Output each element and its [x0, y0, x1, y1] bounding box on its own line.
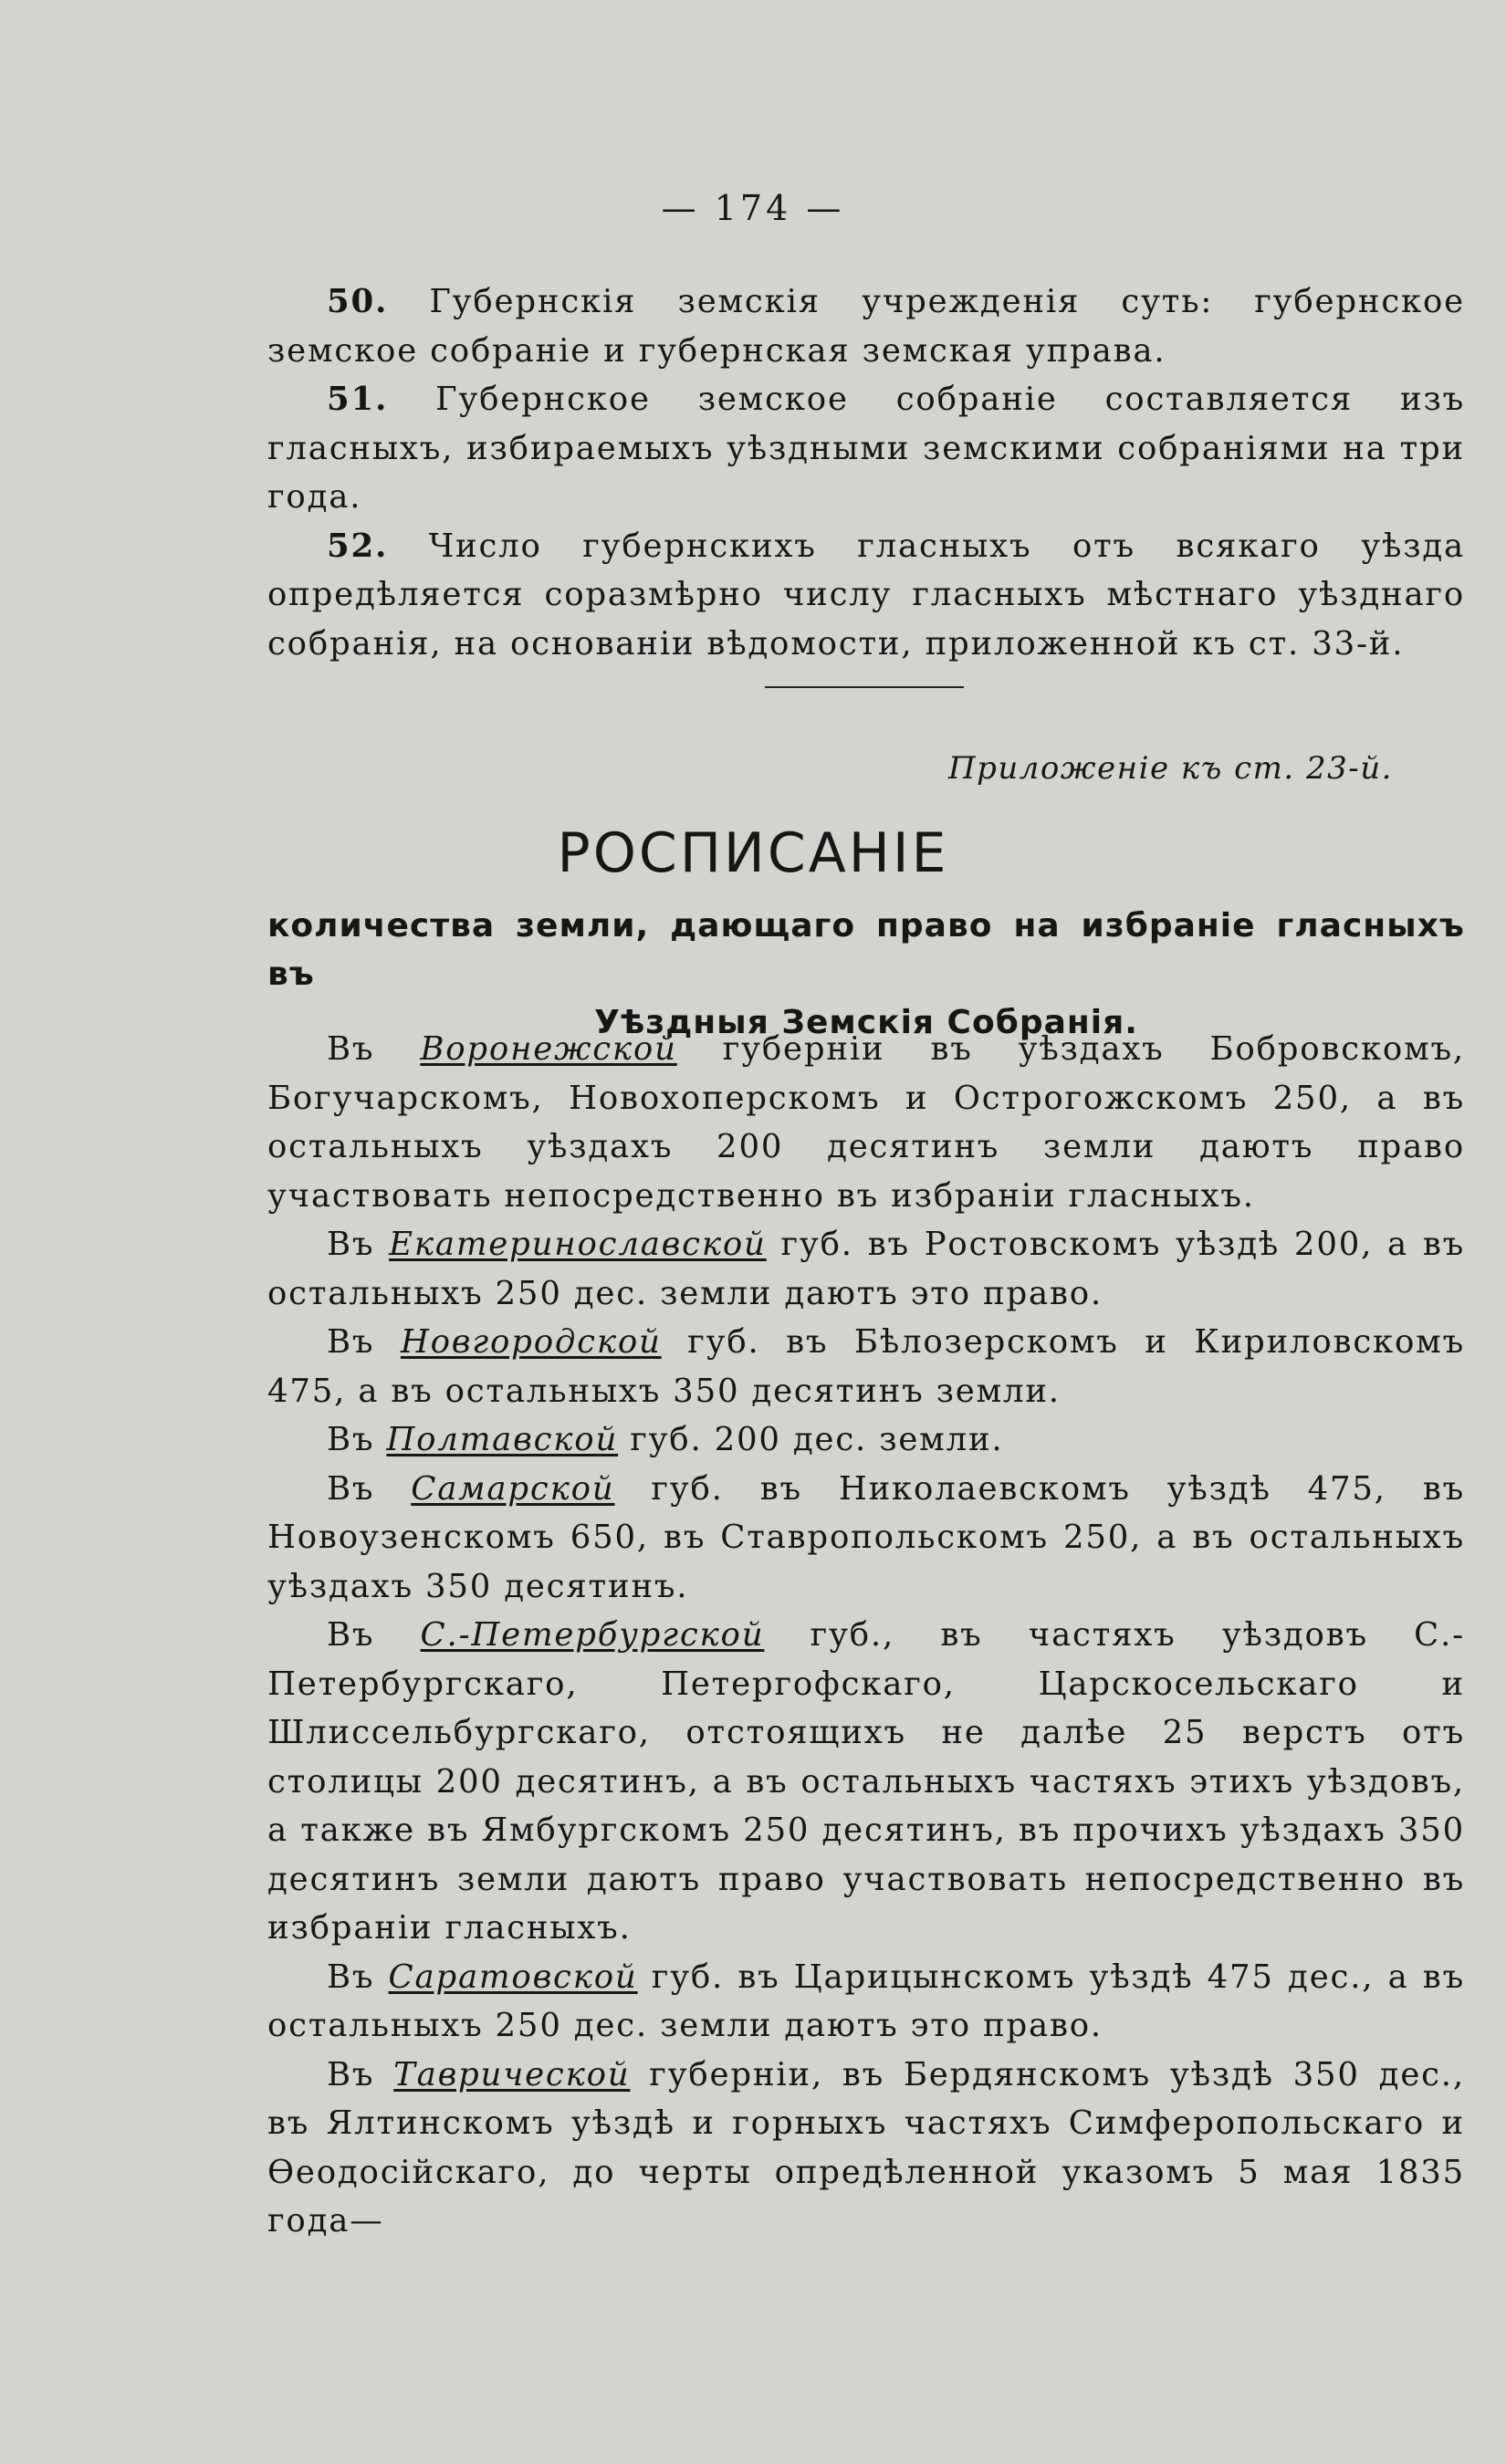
entry-text: губ. въ Царицынскомъ уѣздѣ 475 дес., а въ остальныхъ 250 дес. земли даютъ это право. [267, 1958, 1465, 2044]
entry-lead: Въ [327, 1323, 375, 1361]
subtitle-line-2: Уѣздныя Земскія Собранія. [594, 1004, 1138, 1041]
entry-text: губ. 200 дес. земли. [630, 1421, 1004, 1458]
entry-text: губерніи въ уѣздахъ Бобровскомъ, Богучарскомъ, Новохоперскомъ и Острогожскомъ 250, а въ остальныхъ уѣздахъ 200 десятинъ земли даютъ право участвовать непосредственно въ избраніи гласныхъ. [267, 1030, 1465, 1215]
entry-text: губ. въ Бѣлозерскомъ и Кириловскомъ 475, а въ остальныхъ 350 десятинъ земли. [267, 1323, 1465, 1410]
entry-lead: Въ [327, 1421, 375, 1458]
article-paragraph [267, 522, 1465, 669]
entry-lead: Въ [327, 1030, 375, 1068]
subtitle-line-1: количества земли, дающаго право на избраніе гласныхъ въ [267, 907, 1465, 993]
schedule-entry [267, 1220, 1465, 1318]
guberniya-name: Полтавской [386, 1421, 619, 1458]
page-number: — 174 — [661, 188, 845, 228]
section-divider [765, 686, 964, 688]
schedule-entry [267, 1318, 1465, 1415]
entry-text: губ., въ частяхъ уѣздовъ С.-Петербургскаго, Петергофскаго, Царскосельскаго и Шлиссельбургскаго, отстоящихъ не далѣе 25 верстъ отъ столицы 200 десятинъ, а въ остальныхъ частяхъ этихъ уѣздовъ, а также въ Ямбургскомъ 250 десятинъ, въ прочихъ уѣздахъ 350 десятинъ земли даютъ право участвовать непосредственно въ избраніи гласныхъ. [267, 1616, 1465, 1947]
schedule-entries [267, 1025, 1465, 2246]
article-text: Губернское земское собраніе составляется изъ гласныхъ, избираемыхъ уѣздными земскими собраніями на три года. [267, 381, 1465, 516]
articles-block [267, 277, 1465, 668]
guberniya-name: Воронежской [420, 1030, 677, 1068]
article-number: 50. [327, 283, 389, 320]
guberniya-name: С.-Петербургской [420, 1616, 765, 1654]
guberniya-name: Таврической [393, 2055, 631, 2093]
schedule-entry [267, 1611, 1465, 1953]
guberniya-name: Самарской [411, 1469, 615, 1508]
guberniya-name: Новгородской [400, 1323, 662, 1361]
entry-lead: Въ [327, 1958, 375, 1996]
entry-lead: Въ [327, 1616, 375, 1654]
article-paragraph [267, 375, 1465, 522]
entry-text: губерніи, въ Бердянскомъ уѣздѣ 350 дес., въ Ялтинскомъ уѣздѣ и горныхъ частяхъ Симферопольскаго и Ѳеодосійскаго, до черты опредѣленной указомъ 5 мая 1835 года— [267, 2055, 1465, 2240]
guberniya-name: Саратовской [388, 1958, 638, 1996]
schedule-entry [267, 1953, 1465, 2051]
entry-lead: Въ [327, 2055, 375, 2093]
appendix-reference: Приложеніе къ ст. 23-й. [947, 750, 1393, 787]
article-number: 51. [327, 381, 389, 418]
guberniya-name: Екатеринославской [389, 1226, 767, 1263]
schedule-title: РОСПИСАНІЕ [557, 821, 949, 885]
entry-lead: Въ [327, 1469, 375, 1508]
schedule-entry [267, 2051, 1465, 2246]
article-text: Губернскія земскія учрежденія суть: губернское земское собраніе и губернская земская управа. [267, 283, 1465, 370]
article-text: Число губернскихъ гласныхъ отъ всякаго уѣзда опредѣляется соразмѣрно числу гласныхъ мѣстнаго уѣзднаго собранія, на основаніи вѣдомости, приложенной къ ст. 33-й. [267, 527, 1465, 663]
entry-lead: Въ [327, 1226, 375, 1263]
entry-text: губ. въ Ростовскомъ уѣздѣ 200, а въ остальныхъ 250 дес. земли даютъ это право. [267, 1226, 1466, 1312]
schedule-entry [267, 1025, 1465, 1220]
article-number: 52. [327, 527, 389, 565]
schedule-entry [267, 1415, 1465, 1465]
article-paragraph [267, 277, 1465, 375]
schedule-entry [267, 1465, 1465, 1612]
entry-text: губ. въ Николаевскомъ уѣздѣ 475, въ Новоузенскомъ 650, въ Ставропольскомъ 250, а въ остальныхъ уѣздахъ 350 десятинъ. [267, 1469, 1465, 1605]
